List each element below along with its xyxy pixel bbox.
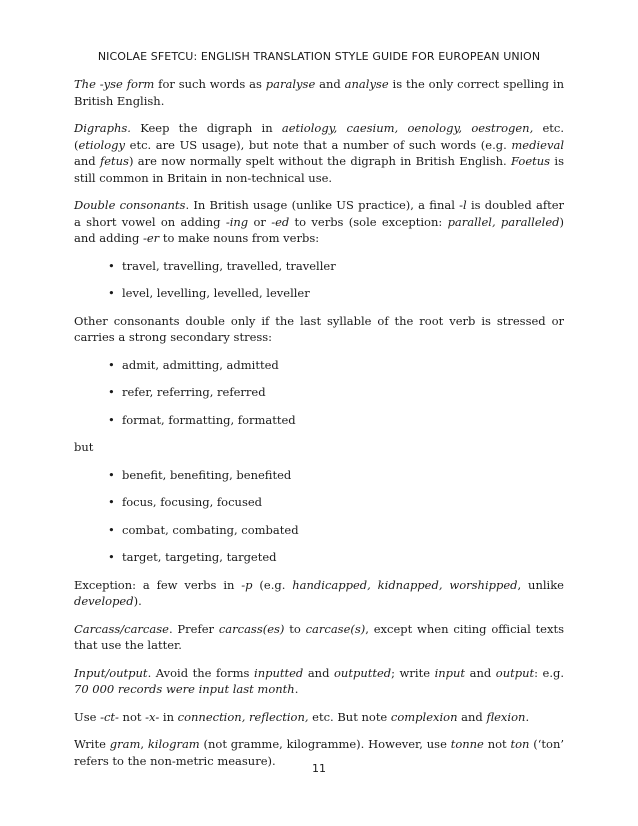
list-item: • level, levelling, levelled, leveller [74,285,564,302]
page-number: 11 [312,762,326,775]
paragraph-yse-form: The -yse form for such words as paralyse and analyse is the only correct spelling in British English. [74,77,564,108]
paragraph-exception: Exception: a few verbs in -p (e.g. handicapped, kidnapped, worshipped, unlike developed). [74,577,564,608]
paragraph-other-consonants: Other consonants double only if the last syllable of the root verb is stressed or carries a strong secondary stress: [74,313,564,344]
paragraph-input-output: Input/output. Avoid the forms inputted and outputted; write input and output: e.g. 70 000 records were input last month. [74,665,565,696]
list-item: • travel, travelling, travelled, traveller [74,258,564,275]
paragraph-ct-spelling: Use -ct- not -x- in connection, reflection, etc. But note complexion and flexion. [74,709,530,724]
list-item: • format, formatting, formatted [74,412,564,429]
list-item: • combat, combating, combated [74,522,564,539]
bullet-list-unstressed [74,467,564,566]
paragraph-digraphs: Digraphs. Keep the digraph in aetiology, caesium, oenology, oestrogen, etc. (etiology etc. are US usage), but note that a number of such words (e.g. medieval and fetus) are now normally spelt without the digraph in British English. Foetus is still common in Britain in non-technical use. [74,121,564,185]
list-item: • target, targeting, targeted [74,549,564,566]
bullet-list-l-doubling [74,258,564,302]
list-item: • benefit, benefiting, benefited [74,467,564,484]
body-text [74,76,564,780]
bullet-list-stressed [74,357,564,429]
paragraph-double-consonants: Double consonants. In British usage (unlike US practice), a final -l is doubled after a short vowel on adding -ing or -ed to verbs (sole exception: parallel, paralleled) and adding -er to make nouns from verbs: [74,198,565,245]
list-item: • admit, admitting, admitted [74,357,564,374]
paragraph-gram-tonne: Write gram, kilogram (not gramme, kilogramme). However, use tonne not ton (‘ton’ refers to the non-metric measure). [74,737,565,768]
list-item: • focus, focusing, focused [74,494,564,511]
running-header: NICOLAE SFETCU: ENGLISH TRANSLATION STYLE GUIDE FOR EUROPEAN UNION [97,50,541,63]
but-label: but [74,440,94,454]
list-item: • refer, referring, referred [74,384,564,401]
paragraph-carcass: Carcass/carcase. Prefer carcass(es) to carcase(s), except when citing official texts that use the latter. [74,621,565,652]
